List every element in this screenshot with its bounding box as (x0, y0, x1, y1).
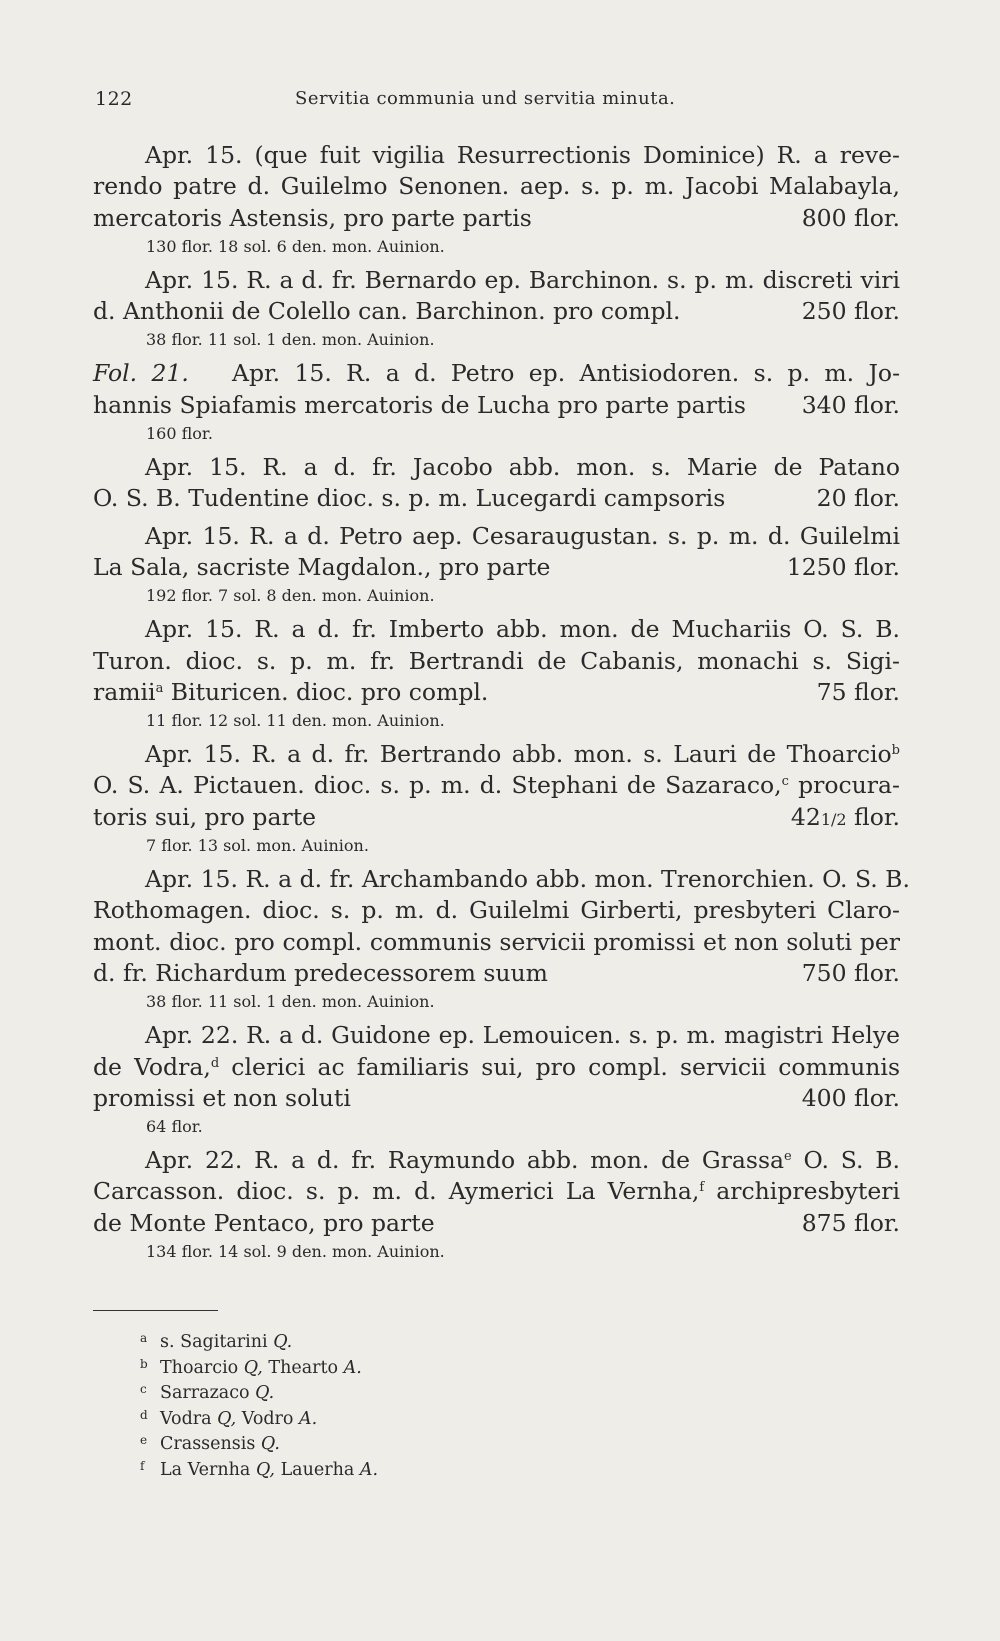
footnote-source: Q. (260, 1434, 280, 1455)
footnote-mark: a (140, 1331, 148, 1345)
entry (93, 614, 900, 733)
page-header (95, 88, 900, 118)
entry-line-last (93, 296, 900, 327)
entry-line-text: ramii (93, 677, 156, 706)
entry (93, 1145, 900, 1264)
entry-amount: 750 flor. (801, 958, 900, 987)
entry-amount: 800 flor. (801, 203, 900, 232)
footnote-text: Thoarcio (160, 1357, 239, 1378)
footnote-text: Vodra (160, 1408, 212, 1429)
entry-line-last (93, 390, 900, 421)
entry-amount: 1250 flor. (786, 552, 900, 581)
entry-line (93, 358, 900, 389)
entry-money: 38 flor. 11 sol. 1 den. mon. Auinion. (146, 992, 435, 1012)
entry-line-text: Apr. 15. R. a d. fr. Bertrando abb. mon. s. Lauri de Thoarcio (145, 740, 892, 769)
footnote-source: A. (359, 1459, 379, 1480)
entry-line-text: Bituricen. dioc. pro compl. (163, 677, 489, 706)
entry (93, 1020, 900, 1139)
entry (93, 452, 900, 515)
entry-line-text: d. Anthonii de Colello can. Barchinon. pro compl. (93, 297, 681, 326)
footnote (140, 1352, 378, 1378)
entry-money: 7 flor. 13 sol. mon. Auinion. (146, 836, 369, 856)
entry-amount: 400 flor. (801, 1083, 900, 1112)
footnote-source: Q, (217, 1408, 237, 1429)
entry-line-text: hannis Spiafamis mercatoris de Lucha pro parte partis (93, 390, 746, 419)
entry-line-text: Apr. 22. R. a d. fr. Raymundo abb. mon. de Grassa (145, 1146, 785, 1175)
footnote (140, 1377, 378, 1403)
entry-line-text: toris sui, pro parte (93, 802, 317, 831)
entry-line (93, 739, 900, 770)
entry-line-text: archipresbyteri (704, 1177, 900, 1206)
entry (93, 358, 900, 446)
entry-amount: 340 flor. (801, 390, 900, 419)
footnote-source: A. (299, 1408, 318, 1429)
footnote-source: A. (343, 1357, 362, 1378)
entry-line-last (93, 1208, 900, 1239)
entry-line-last (93, 677, 900, 708)
entry-line: Turon. dioc. s. p. m. fr. Bertrandi de Cabanis, monachi s. Sigi- (93, 646, 900, 675)
entry-money: 160 flor. (146, 424, 213, 444)
entry-money: 11 flor. 12 sol. 11 den. mon. Auinion. (146, 711, 445, 731)
entry-line-text: procura- (788, 771, 900, 800)
footnote-ref: e (784, 1149, 792, 1165)
entry-line: mont. dioc. pro compl. communis servicii promissi et non soluti per (93, 927, 900, 956)
footnote (140, 1326, 378, 1352)
footnotes (140, 1326, 378, 1480)
amount-unit: flor. (846, 802, 900, 831)
entry-line-text: de Monte Pentaco, pro parte (93, 1208, 435, 1237)
entry-line (93, 1052, 900, 1083)
entry-money: 192 flor. 7 sol. 8 den. mon. Auinion. (146, 586, 435, 606)
entry-line: Apr. 15. R. a d. fr. Jacobo abb. mon. s. Marie de Patano (145, 453, 900, 482)
footnote-ref: a (155, 680, 164, 696)
entry-line: Apr. 15. (que fuit vigilia Resurrectionis Dominice) R. a reve- (145, 141, 900, 169)
entry-line (93, 770, 900, 801)
entry-line: Apr. 22. R. a d. Guidone ep. Lemouicen. s. p. m. magistri Helye (145, 1021, 900, 1050)
entry-line-text: Carcasson. dioc. s. p. m. d. Aymerici La Vernha, (93, 1177, 700, 1206)
entry (93, 521, 900, 609)
entry (93, 140, 900, 259)
entry-money: 64 flor. (146, 1117, 203, 1137)
footnote-text: Thearto (268, 1357, 339, 1378)
entry-line-last (93, 203, 900, 234)
entry-amount: 250 flor. (801, 297, 900, 326)
entry-line-text: O. S. B. Tudentine dioc. s. p. m. Lucegardi campsoris (93, 484, 726, 513)
footnote-source: Q, (255, 1459, 275, 1480)
footnote-mark: b (140, 1356, 148, 1371)
footnote-rule (93, 1310, 218, 1311)
page-number: 122 (95, 88, 133, 110)
entry-line: Rothomagen. dioc. s. p. m. d. Guilelmi Girberti, presbyteri Claro- (93, 896, 900, 925)
footnote-text: Sarrazaco (160, 1383, 250, 1404)
entry-line-last (93, 483, 900, 514)
footnote-text: Vodro (241, 1408, 294, 1429)
entry-amount: 75 flor. (816, 677, 900, 706)
entry-money: 134 flor. 14 sol. 9 den. mon. Auinion. (146, 1242, 445, 1262)
amount-fraction: 1/2 (820, 809, 847, 829)
footnote-mark: c (140, 1382, 147, 1397)
entry-line: Apr. 15. R. a d. fr. Bernardo ep. Barchinon. s. p. m. discreti viri (145, 265, 900, 294)
footnote-text: La Vernha (160, 1459, 251, 1480)
entry-line-text: O. S. A. Pictauen. dioc. s. p. m. d. Stephani de Sazaraco, (93, 771, 782, 800)
amount-integer: 42 (790, 802, 821, 831)
footnote-source: Q. (255, 1383, 275, 1404)
entry-line-text: clerici ac familiaris sui, pro compl. servicii communis (219, 1052, 900, 1081)
entry-line-text: O. S. B. (791, 1146, 900, 1175)
entry (93, 265, 900, 353)
entry-line-last (93, 552, 900, 583)
footnote-ref: c (781, 774, 789, 790)
entry (93, 739, 900, 858)
entry-line-last (93, 802, 900, 833)
footnote-text: s. Sagitarini (160, 1332, 268, 1352)
entry-amount: 875 flor. (801, 1208, 900, 1237)
footnote (140, 1403, 378, 1429)
entry-line-text: Apr. 15. R. a d. Petro ep. Antisiodoren. s. p. m. Jo- (231, 359, 901, 388)
entry-amount (791, 802, 900, 835)
footnote-source: Q, (243, 1357, 263, 1378)
entry-money: 38 flor. 11 sol. 1 den. mon. Auinion. (146, 330, 435, 350)
footnote (140, 1454, 378, 1480)
entry-line: Apr. 15. R. a d. Petro aep. Cesaraugustan. s. p. m. d. Guilelmi (145, 521, 900, 550)
footnote-ref: f (699, 1180, 705, 1196)
entry-line: rendo patre d. Guilelmo Senonen. aep. s. p. m. Jacobi Malabayla, (93, 172, 900, 201)
entry-line (93, 1145, 900, 1176)
footnote-source: Q. (273, 1332, 293, 1352)
footnote-mark: d (140, 1407, 148, 1422)
footnote-mark: e (140, 1433, 148, 1448)
footnote (140, 1428, 378, 1454)
entry-line (93, 1176, 900, 1207)
entry-line-text: La Sala, sacriste Magdalon., pro parte (93, 552, 551, 581)
entry-money: 130 flor. 18 sol. 6 den. mon. Auinion. (146, 236, 445, 256)
entry-line-text: de Vodra, (93, 1052, 211, 1081)
footnote-text: Lauerha (280, 1459, 355, 1480)
entry-amount: 20 flor. (816, 484, 900, 513)
folio-marker: Fol. 21. (93, 359, 189, 388)
footnote-mark: f (140, 1458, 145, 1473)
footnote-text: Crassensis (160, 1434, 256, 1455)
footnote-ref: b (891, 743, 900, 759)
entry-line: Apr. 15. R. a d. fr. Imberto abb. mon. de Muchariis O. S. B. (145, 615, 900, 644)
entry-line-last (93, 1083, 900, 1114)
entry-line: Apr. 15. R. a d. fr. Archambando abb. mon. Trenorchien. O. S. B. (145, 865, 910, 894)
entry-line-last (93, 958, 900, 989)
entries-list (93, 140, 910, 1270)
entry-line-text: mercatoris Astensis, pro parte partis (93, 203, 532, 232)
running-title: Servitia communia und servitia minuta. (295, 88, 676, 109)
entry-line-text: d. fr. Richardum predecessorem suum (93, 958, 548, 987)
footnote-ref: d (210, 1055, 220, 1071)
entry (93, 864, 910, 1014)
entry-line-text: promissi et non soluti (93, 1083, 351, 1112)
